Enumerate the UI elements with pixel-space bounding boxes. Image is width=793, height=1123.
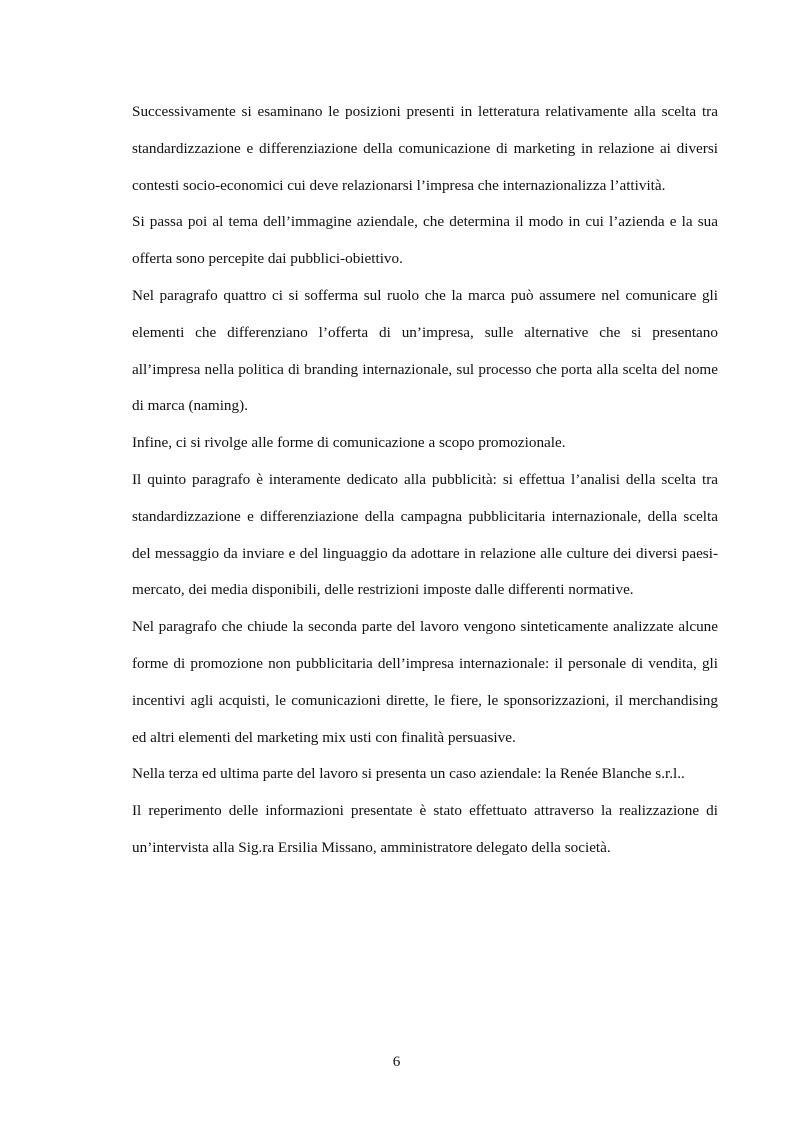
paragraph-promotion-intro: Infine, ci si rivolge alle forme di comunicazione a scopo promozionale. [132,434,566,452]
paragraph-corporate-image: Si passa poi al tema dell’immagine aziendale, che determina il modo in cui l’azienda e la sua offerta sono percepite dai pubblici-obiettivo. [132,213,718,268]
document-body [132,94,718,867]
paragraph-advertising: Il quinto paragrafo è interamente dedicato alla pubblicità: si effettua l’analisi della scelta tra standardizzazione e differenziazione della campagna pubblicitaria internazionale, della scelta del messaggio da inviare e del linguaggio da adottare in relazione alle culture dei diversi paesi-mercato, dei media disponibili, delle restrizioni imposte dalle differenti normative. [132,470,718,599]
paragraph-brand: Nel paragrafo quattro ci si sofferma sul ruolo che la marca può assumere nel comunicare gli elementi che differenziano l’offerta di un’impresa, sulle alternative che si presentano all’impresa nella politica di branding internazionale, sul processo che porta alla scelta del nome di marca (naming). [132,286,718,415]
page-number: 6 [392,1053,401,1070]
paragraph-interview: Il reperimento delle informazioni presentate è stato effettuato attraverso la realizzazione di un’intervista alla Sig.ra Ersilia Missano, amministratore delegato della società. [132,802,718,856]
paragraph-case-study: Nella terza ed ultima parte del lavoro si presenta un caso aziendale: la Renée Blanche s.r.l.. [132,765,685,783]
paragraph-literature-review: Successivamente si esaminano le posizioni presenti in letteratura relativamente alla scelta tra standardizzazione e differenziazione della comunicazione di marketing in relazione ai diversi contesti socio-economici cui deve relazionarsi l’impresa che internazionalizza l’attività. [132,103,718,194]
paragraph-non-advertising-promotion: Nel paragrafo che chiude la seconda parte del lavoro vengono sinteticamente analizzate alcune forme di promozione non pubblicitaria dell’impresa internazionale: il personale di vendita, gli incentivi agli acquisti, le comunicazioni dirette, le fiere, le sponsorizzazioni, il merchandising ed altri elementi del marketing mix usti con finalità persuasive. [132,618,718,746]
